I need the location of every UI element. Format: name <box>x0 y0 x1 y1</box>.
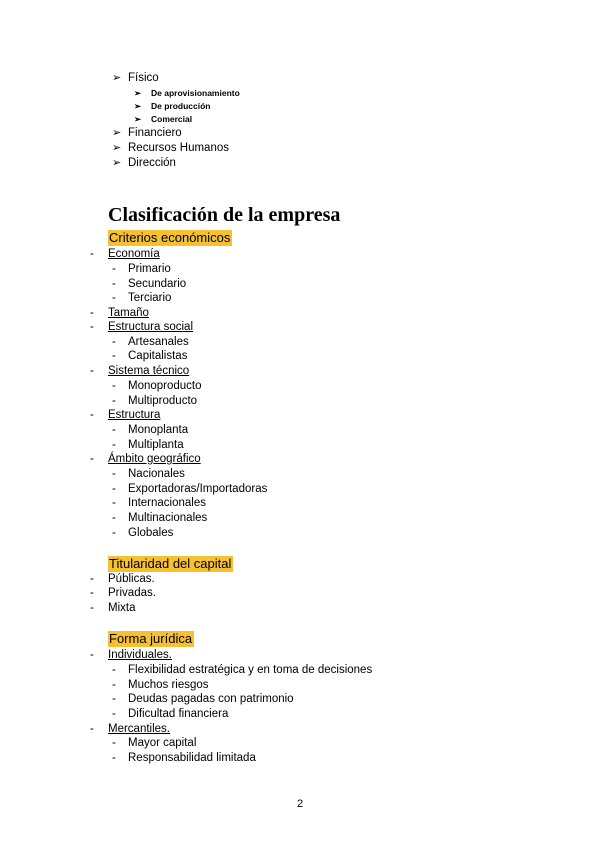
dash-bullet: - <box>112 679 116 691</box>
list-item: Artesanales <box>128 336 189 348</box>
arrow-bullet-icon: ➢ <box>112 142 122 154</box>
dash-bullet: - <box>112 752 116 764</box>
highlighted-subheading: Forma jurídica <box>109 631 193 646</box>
dash-bullet: - <box>112 395 116 407</box>
dash-bullet: - <box>90 453 94 465</box>
list-item: Recursos Humanos <box>128 142 229 154</box>
list-item: Financiero <box>128 127 182 139</box>
arrow-bullet-icon: ➢ <box>112 127 122 139</box>
dash-bullet: - <box>112 512 116 524</box>
arrow-bullet-icon: ➢ <box>112 72 122 84</box>
list-item: De producción <box>151 101 211 111</box>
list-item: Primario <box>128 263 171 275</box>
dash-bullet: - <box>112 737 116 749</box>
page-number: 2 <box>296 798 304 810</box>
list-item: Monoproducto <box>128 380 202 392</box>
dash-bullet: - <box>112 439 116 451</box>
dash-bullet: - <box>112 263 116 275</box>
dash-bullet: - <box>90 365 94 377</box>
dash-bullet: - <box>112 483 116 495</box>
list-item: Exportadoras/Importadoras <box>128 483 268 495</box>
list-item: Flexibilidad estratégica y en toma de decisiones <box>128 664 373 676</box>
dash-bullet: - <box>112 468 116 480</box>
dash-bullet: - <box>90 409 94 421</box>
list-item: Dificultad financiera <box>128 708 229 720</box>
list-item: Individuales. <box>108 649 172 661</box>
list-item: Nacionales <box>128 468 185 480</box>
arrow-bullet-icon: ➢ <box>134 101 142 111</box>
list-item: Dirección <box>128 157 176 169</box>
dash-bullet: - <box>112 380 116 392</box>
dash-bullet: - <box>112 336 116 348</box>
dash-bullet: - <box>90 307 94 319</box>
list-item: Mayor capital <box>128 737 197 749</box>
dash-bullet: - <box>90 248 94 260</box>
highlighted-subheading: Titularidad del capital <box>109 556 232 571</box>
arrow-bullet-icon: ➢ <box>134 88 142 98</box>
dash-bullet: - <box>112 292 116 304</box>
highlighted-subheading: Criterios económicos <box>109 230 231 245</box>
list-item: Muchos riesgos <box>128 679 209 691</box>
section-heading: Clasificación de la empresa <box>108 204 341 226</box>
arrow-bullet-icon: ➢ <box>134 114 142 124</box>
list-item: Ámbito geográfico <box>108 453 201 465</box>
list-item: Capitalistas <box>128 350 188 362</box>
list-item: Globales <box>128 527 174 539</box>
dash-bullet: - <box>112 664 116 676</box>
list-item: Multiproducto <box>128 395 198 407</box>
dash-bullet: - <box>90 723 94 735</box>
list-item: Estructura social <box>108 321 194 333</box>
list-item: Multinacionales <box>128 512 208 524</box>
list-item: Deudas pagadas con patrimonio <box>128 693 294 705</box>
list-item: Internacionales <box>128 497 206 509</box>
dash-bullet: - <box>112 527 116 539</box>
list-item: Terciario <box>128 292 172 304</box>
list-item: Estructura <box>108 409 161 421</box>
list-item: Responsabilidad limitada <box>128 752 256 764</box>
dash-bullet: - <box>90 321 94 333</box>
arrow-bullet-icon: ➢ <box>112 157 122 169</box>
dash-bullet: - <box>90 649 94 661</box>
list-item: Multiplanta <box>128 439 184 451</box>
list-item: Tamaño <box>108 307 149 319</box>
list-item: De aprovisionamiento <box>151 88 240 98</box>
dash-bullet: - <box>112 708 116 720</box>
dash-bullet: - <box>112 424 116 436</box>
dash-bullet: - <box>90 602 94 614</box>
dash-bullet: - <box>112 497 116 509</box>
list-item: Monoplanta <box>128 424 189 436</box>
list-item: Comercial <box>151 114 193 124</box>
list-item: Públicas. <box>108 573 155 585</box>
dash-bullet: - <box>112 278 116 290</box>
list-item: Mixta <box>108 602 136 614</box>
dash-bullet: - <box>112 350 116 362</box>
list-item: Secundario <box>128 278 187 290</box>
list-item: Sistema técnico <box>108 365 190 377</box>
list-item: Privadas. <box>108 587 156 599</box>
dash-bullet: - <box>90 587 94 599</box>
dash-bullet: - <box>90 573 94 585</box>
list-item: Economía <box>108 248 160 260</box>
list-item: Mercantiles. <box>108 723 170 735</box>
dash-bullet: - <box>112 693 116 705</box>
list-item: Físico <box>128 72 159 84</box>
